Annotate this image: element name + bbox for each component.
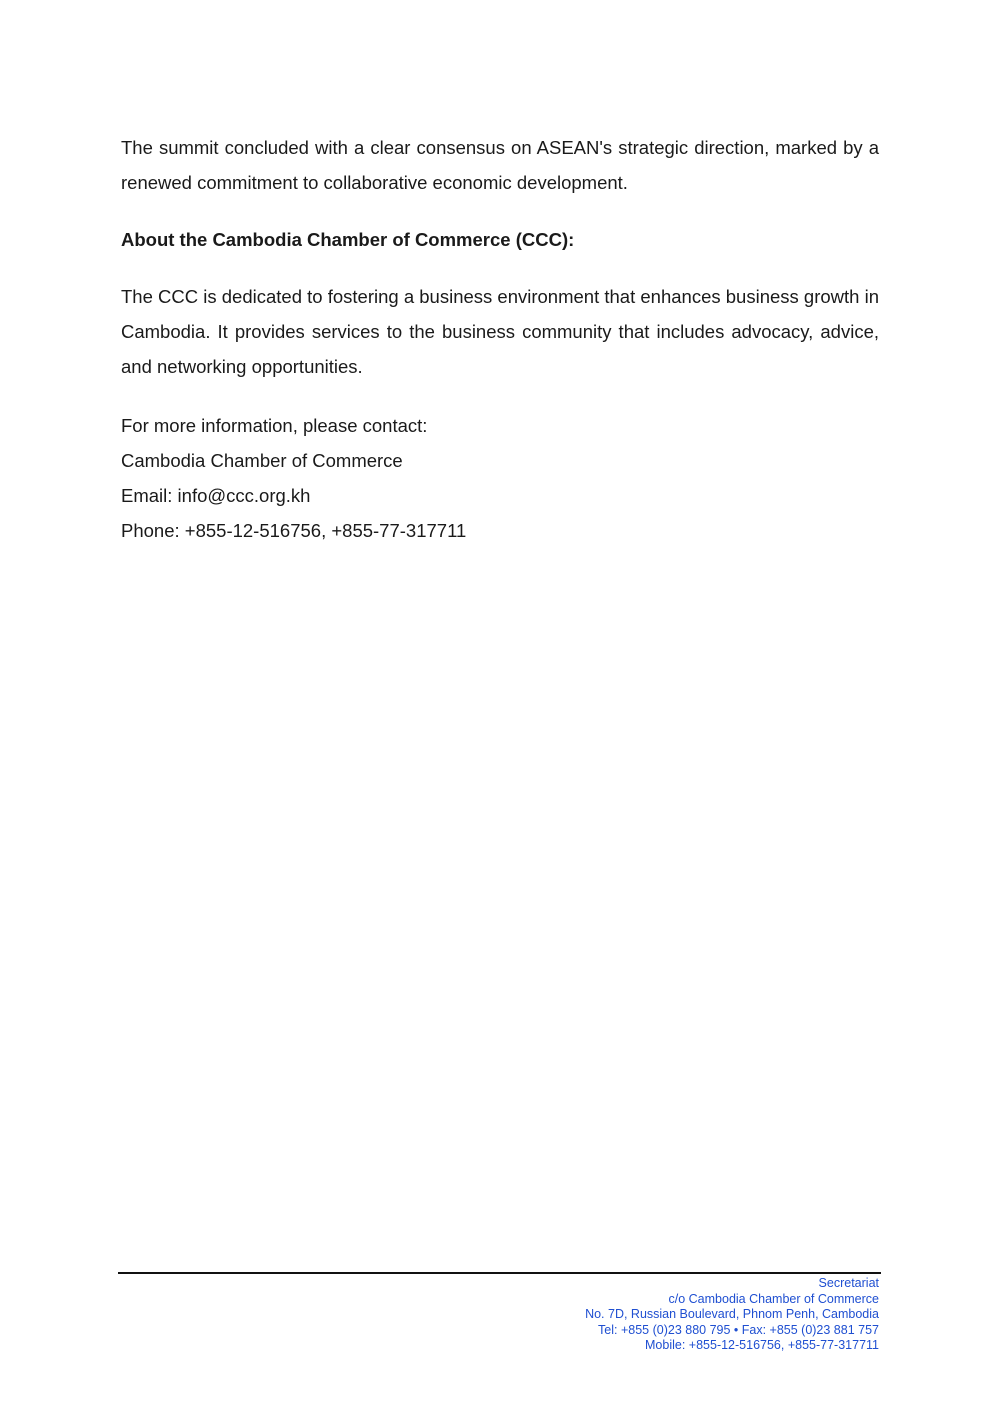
footer-divider <box>118 1272 881 1274</box>
contact-block <box>121 408 879 548</box>
footer-line-tel-fax: Tel: +855 (0)23 880 795 • Fax: +855 (0)23 881 757 <box>598 1322 879 1337</box>
about-paragraph: The CCC is dedicated to fostering a business environment that enhances business growth in Cambodia. It provides services to the business community that includes advocacy, advice, and networking opportunities. <box>121 286 879 377</box>
contact-email: Email: info@ccc.org.kh <box>121 485 311 506</box>
footer-line-care-of: c/o Cambodia Chamber of Commerce <box>668 1291 879 1306</box>
footer-line-address: No. 7D, Russian Boulevard, Phnom Penh, Cambodia <box>585 1307 879 1321</box>
contact-intro: For more information, please contact: <box>121 415 428 436</box>
contact-organization: Cambodia Chamber of Commerce <box>121 450 403 471</box>
footer-line-mobile: Mobile: +855-12-516756, +855-77-317711 <box>645 1338 879 1352</box>
contact-phone: Phone: +855-12-516756, +855-77-317711 <box>121 520 467 541</box>
summit-paragraph: The summit concluded with a clear consensus on ASEAN's strategic direction, marked by a renewed commitment to collaborative economic development. <box>121 137 879 193</box>
footer-line-secretariat: Secretariat <box>818 1276 879 1290</box>
footer-address <box>379 1276 879 1354</box>
document-body <box>121 130 879 548</box>
section-heading: About the Cambodia Chamber of Commerce (CCC): <box>121 229 575 250</box>
